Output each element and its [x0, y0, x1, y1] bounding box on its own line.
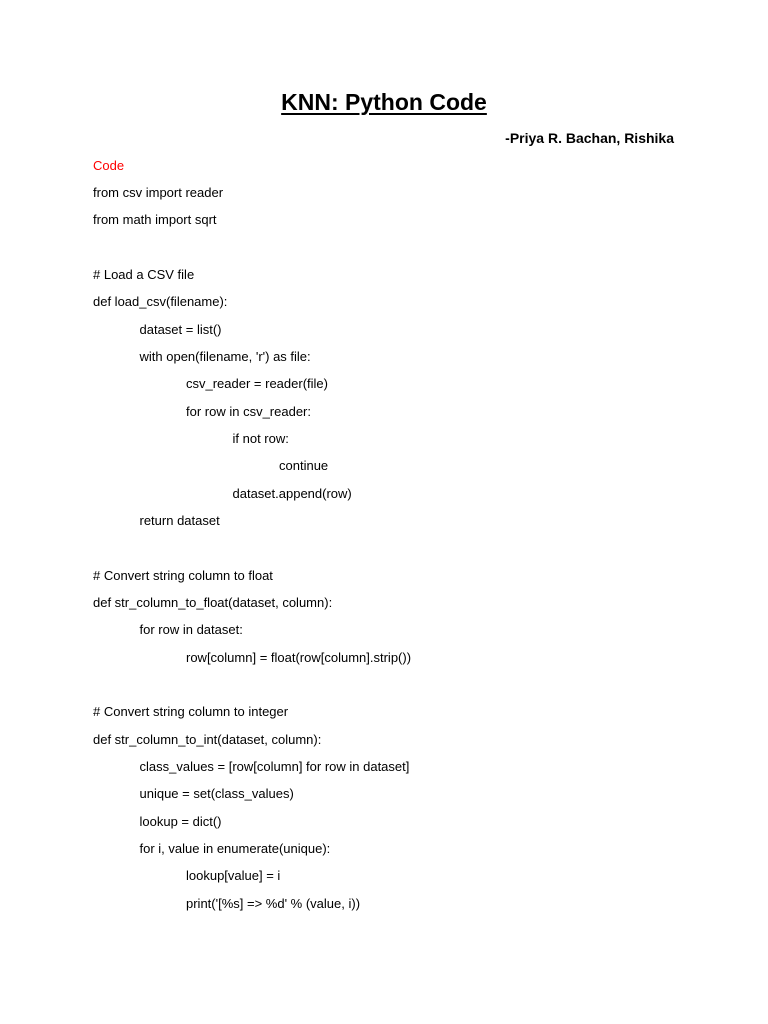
code-line: # Convert string column to integer: [93, 704, 289, 720]
document-title: KNN: Python Code: [281, 89, 487, 115]
code-line: lookup[value] = i: [186, 868, 281, 884]
code-line: print('[%s] => %d' % (value, i)): [186, 895, 361, 911]
code-section-label: Code: [93, 158, 125, 173]
code-line: for row in dataset:: [139, 622, 243, 638]
code-line: class_values = [row[column] for row in dataset]: [139, 758, 410, 774]
code-line: def load_csv(filename):: [93, 294, 228, 310]
blank-line: [93, 675, 411, 702]
code-line: unique = set(class_values): [139, 786, 294, 802]
code-line: csv_reader = reader(file): [186, 376, 328, 392]
blank-line: [93, 538, 411, 565]
blank-line: [93, 238, 411, 265]
code-line: dataset.append(row): [232, 485, 352, 501]
code-line: continue: [279, 458, 329, 474]
code-line: with open(filename, 'r') as file:: [139, 348, 311, 364]
code-line: for i, value in enumerate(unique):: [139, 840, 331, 856]
code-line: def str_column_to_float(dataset, column):: [93, 594, 333, 610]
code-line: from math import sqrt: [93, 212, 217, 228]
code-line: # Load a CSV file: [93, 266, 195, 282]
code-block: [93, 183, 411, 921]
code-line: dataset = list(): [139, 321, 222, 337]
document-authors: -Priya R. Bachan, Rishika: [505, 130, 674, 146]
code-line: return dataset: [139, 512, 220, 528]
code-line: # Convert string column to float: [93, 567, 273, 583]
code-line: from csv import reader: [93, 185, 224, 200]
code-line: for row in csv_reader:: [186, 403, 311, 419]
code-line: row[column] = float(row[column].strip()): [186, 649, 412, 665]
code-line: lookup = dict(): [139, 813, 222, 829]
code-line: def str_column_to_int(dataset, column):: [93, 731, 322, 747]
code-line: if not row:: [232, 430, 289, 446]
